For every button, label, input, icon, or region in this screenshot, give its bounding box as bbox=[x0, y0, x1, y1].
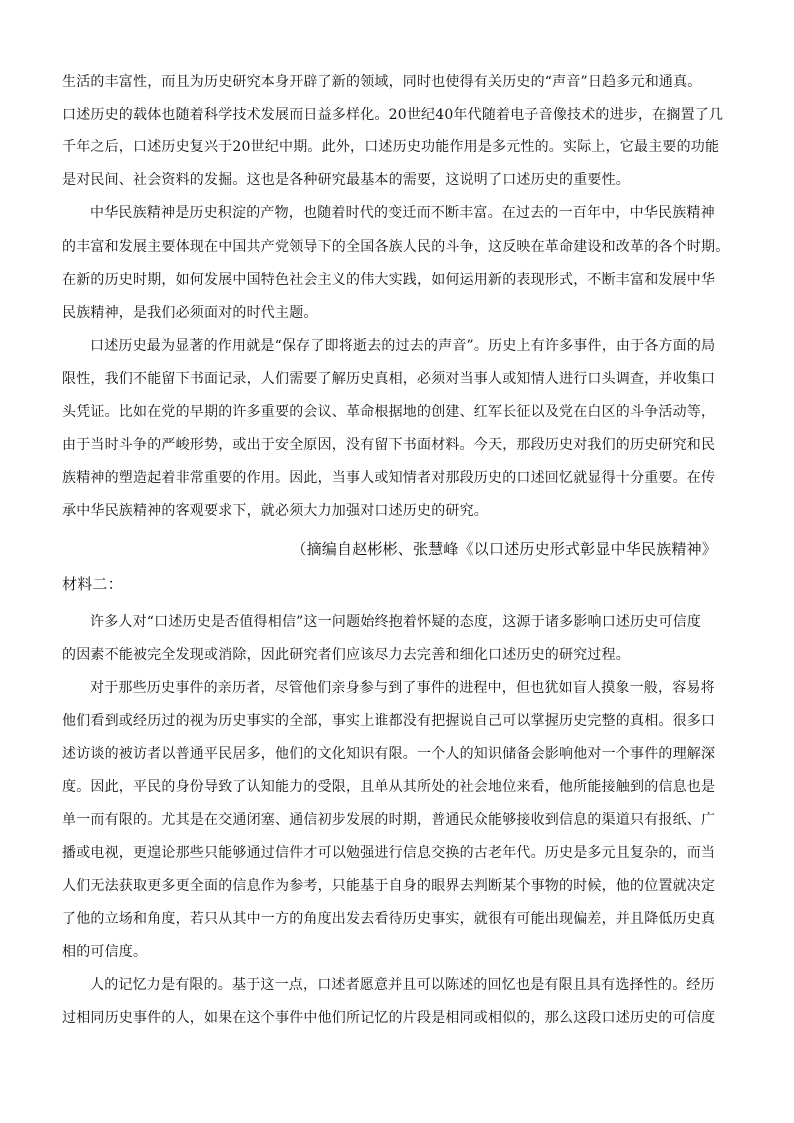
paragraph-line: 单一而有限的。尤其是在交通闭塞、通信初步发展的时期，普通民众能够接收到信息的渠道只有报纸、广 bbox=[62, 812, 716, 828]
paragraph-line: 由于当时斗争的严峻形势，或出于安全原因，没有留下书面材料。今天，那段历史对我们的历史研究和民 bbox=[62, 437, 716, 453]
paragraph-line: 相的可信度。 bbox=[62, 944, 148, 960]
paragraph-line: 播或电视，更遑论那些只能够通过信件才可以勉强进行信息交换的古老年代。历史是多元且复杂的，而当 bbox=[62, 845, 716, 861]
paragraph-line: 承中华民族精神的客观要求下，就必须大力加强对口述历史的研究。 bbox=[62, 503, 488, 519]
paragraph-line: 人的记忆力是有限的。基于这一点，口述者愿意并且可以陈述的回忆也是有限且具有选择性的。经历 bbox=[90, 977, 715, 993]
paragraph-line: 述访谈的被访者以普通平民居多，他们的文化知识有限。一个人的知识储备会影响他对一个事件的理解深 bbox=[62, 746, 716, 762]
paragraph-line: 中华民族精神是历史积淀的产物，也随着时代的变迁而不断丰富。在过去的一百年中，中华民族精神 bbox=[90, 205, 715, 221]
paragraph-line: 许多人对“口述历史是否值得相信”这一问题始终抱着怀疑的态度，这源于诸多影响口述历史可信度 bbox=[90, 614, 702, 630]
paragraph-line: 限性，我们不能留下书面记录，人们需要了解历史真相，必须对当事人或知情人进行口头调查，并收集口 bbox=[62, 371, 716, 387]
paragraph-line: 口述历史的载体也随着科学技术发展而日益多样化。20世纪40年代随着电子音像技术的进步，在搁置了几 bbox=[62, 107, 724, 123]
paragraph-line: 族精神的塑造起着非常重要的作用。因此，当事人或知情者对那段历史的口述回忆就显得十分重要。在传 bbox=[62, 470, 716, 486]
paragraph-line: 民族精神，是我们必须面对的时代主题。 bbox=[62, 305, 318, 321]
paragraph-line: 过相同历史事件的人，如果在这个事件中他们所记忆的片段是相同或相似的，那么这段口述历史的可信度 bbox=[62, 1010, 716, 1026]
paragraph-line: 的因素不能被完全发现或消除，因此研究者们应该尽力去完善和细化口述历史的研究过程。 bbox=[62, 647, 630, 663]
paragraph-line: 了他的立场和角度，若只从其中一方的角度出发去看待历史事实，就很有可能出现偏差，并且降低历史真 bbox=[62, 911, 716, 927]
paragraph-line: 在新的历史时期，如何发展中国特色社会主义的伟大实践，如何运用新的表现形式，不断丰富和发展中华 bbox=[62, 272, 716, 288]
paragraph-line: 的丰富和发展主要体现在中国共产党领导下的全国各族人民的斗争，这反映在革命建设和改革的各个时期。 bbox=[62, 239, 730, 255]
source-citation: （摘编自赵彬彬、张慧峰《以口述历史形式彰显中华民族精神》 bbox=[291, 541, 717, 558]
paragraph-line: 是对民间、社会资料的发掘。这也是各种研究最基本的需要，这说明了口述历史的重要性。 bbox=[62, 172, 630, 188]
section-heading: 材料二： bbox=[62, 576, 123, 593]
paragraph-line: 对于那些历史事件的亲历者，尽管他们亲身参与到了事件的进程中，但也犹如盲人摸象一般，容易将 bbox=[90, 680, 715, 696]
paragraph-line: 度。因此，平民的身份导致了认知能力的受限，且单从其所处的社会地位来看，他所能接触到的信息也是 bbox=[62, 779, 716, 795]
paragraph-line: 头凭证。比如在党的早期的许多重要的会议、革命根据地的创建、红军长征以及党在白区的斗争活动等， bbox=[62, 404, 716, 420]
paragraph-line: 生活的丰富性，而且为历史研究本身开辟了新的领域，同时也使得有关历史的“声音”日趋多元和通真。 bbox=[62, 74, 702, 90]
paragraph-line: 人们无法获取更多更全面的信息作为参考，只能基于自身的眼界去判断某个事物的时候，他的位置就决定 bbox=[62, 878, 716, 894]
paragraph-line: 他们看到或经历过的视为历史事实的全部，事实上谁都没有把握说自己可以掌握历史完整的真相。很多口 bbox=[62, 713, 716, 729]
paragraph-line: 口述历史最为显著的作用就是“保存了即将逝去的过去的声音”。历史上有许多事件，由于各方面的局 bbox=[90, 338, 716, 354]
paragraph-line: 千年之后，口述历史复兴于20世纪中期。此外，口述历史功能作用是多元性的。实际上，它最主要的功能 bbox=[62, 139, 720, 155]
